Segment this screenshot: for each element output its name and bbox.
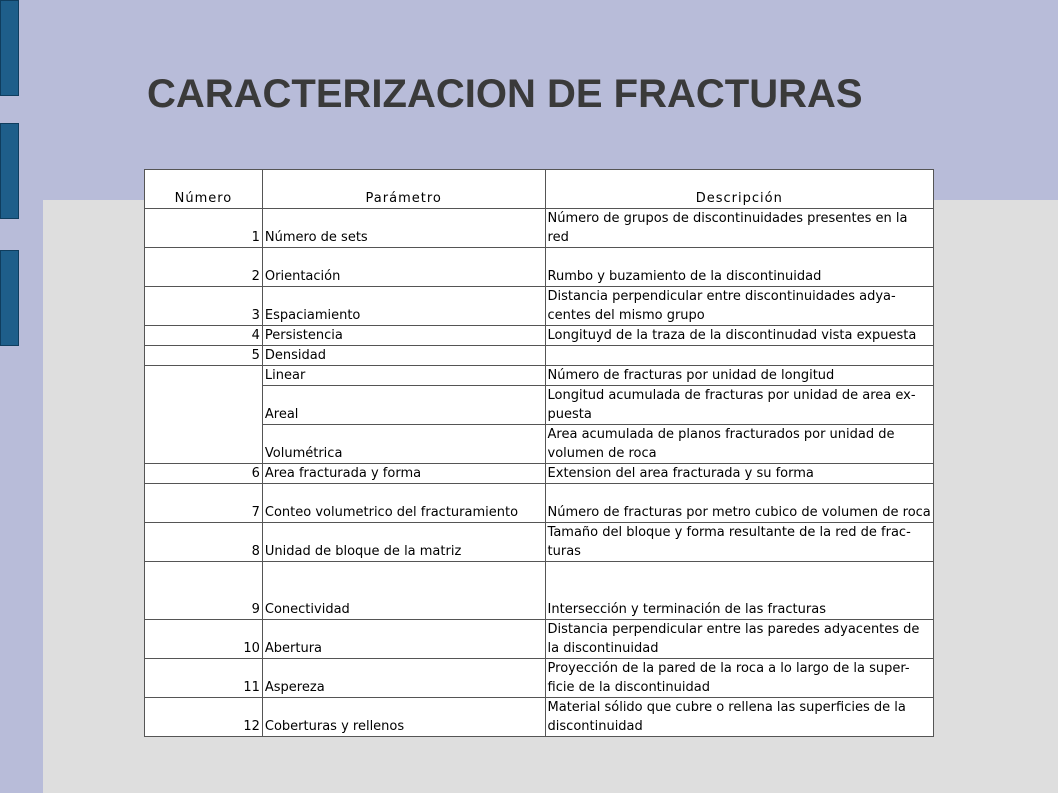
row-parameter: Orientación <box>262 248 545 287</box>
table-header-row <box>145 170 934 209</box>
row-description: Número de fracturas por unidad de longitud <box>545 366 933 386</box>
row-description: Distancia perpendicular entre las paredes adyacentes de la discontinuidad <box>545 620 933 659</box>
row-parameter: Persistencia <box>262 326 545 346</box>
row-parameter: Número de sets <box>262 209 545 248</box>
table-row <box>145 464 934 484</box>
row-parameter: Densidad <box>262 346 545 366</box>
side-accent-bar <box>0 250 19 346</box>
row-description: Distancia perpendicular entre discontinuidades adya-centes del mismo grupo <box>545 287 933 326</box>
row-description: Rumbo y buzamiento de la discontinuidad <box>545 248 933 287</box>
row-parameter: Espaciamiento <box>262 287 545 326</box>
row-number: 5 <box>145 346 263 366</box>
row-parameter: Coberturas y rellenos <box>262 698 545 737</box>
row-description: Proyección de la pared de la roca a lo largo de la super-ficie de la discontinuidad <box>545 659 933 698</box>
table-row <box>145 523 934 562</box>
row-description: Intersección y terminación de las fracturas <box>545 562 933 620</box>
row-description: Extension del area fracturada y su forma <box>545 464 933 484</box>
header-parametro: Parámetro <box>262 170 545 209</box>
row-number: 4 <box>145 326 263 346</box>
row-number: 6 <box>145 464 263 484</box>
table-row <box>145 698 934 737</box>
row-description: Tamaño del bloque y forma resultante de la red de frac-turas <box>545 523 933 562</box>
table-row <box>145 484 934 523</box>
fracture-characterization-table <box>144 169 934 737</box>
row-parameter: Conectividad <box>262 562 545 620</box>
row-number: 9 <box>145 562 263 620</box>
row-number: 12 <box>145 698 263 737</box>
row-parameter: Areal <box>262 386 545 425</box>
row-number: 2 <box>145 248 263 287</box>
table-row <box>145 287 934 326</box>
row-number: 1 <box>145 209 263 248</box>
header-numero: Número <box>145 170 263 209</box>
side-accent-bar <box>0 123 19 219</box>
row-parameter: Abertura <box>262 620 545 659</box>
row-description: Número de fracturas por metro cubico de volumen de roca <box>545 484 933 523</box>
row-description: Longituyd de la traza de la discontinudad vista expuesta <box>545 326 933 346</box>
slide-title: CARACTERIZACION DE FRACTURAS <box>147 72 863 116</box>
header-descripcion: Descripción <box>545 170 933 209</box>
row-parameter: Area fracturada y forma <box>262 464 545 484</box>
table-row <box>145 209 934 248</box>
side-accent-bar <box>0 0 19 96</box>
table-row <box>145 366 934 386</box>
row-description: Longitud acumulada de fracturas por unidad de area ex-puesta <box>545 386 933 425</box>
row-parameter: Unidad de bloque de la matriz <box>262 523 545 562</box>
row-parameter: Volumétrica <box>262 425 545 464</box>
row-parameter: Linear <box>262 366 545 386</box>
row-description: Material sólido que cubre o rellena las superficies de la discontinuidad <box>545 698 933 737</box>
row-description: Area acumulada de planos fracturados por unidad de volumen de roca <box>545 425 933 464</box>
row-number: 10 <box>145 620 263 659</box>
row-number: 7 <box>145 484 263 523</box>
table-row <box>145 659 934 698</box>
row-number: 8 <box>145 523 263 562</box>
table-row <box>145 346 934 366</box>
row-number: 11 <box>145 659 263 698</box>
row-parameter: Conteo volumetrico del fracturamiento <box>262 484 545 523</box>
row-description: Número de grupos de discontinuidades presentes en la red <box>545 209 933 248</box>
table-row <box>145 248 934 287</box>
table-row <box>145 386 934 425</box>
table-row <box>145 562 934 620</box>
row-number: 3 <box>145 287 263 326</box>
table-row <box>145 620 934 659</box>
row-number <box>145 366 263 464</box>
table-row <box>145 425 934 464</box>
row-parameter: Aspereza <box>262 659 545 698</box>
table-row <box>145 326 934 346</box>
row-description <box>545 346 933 366</box>
